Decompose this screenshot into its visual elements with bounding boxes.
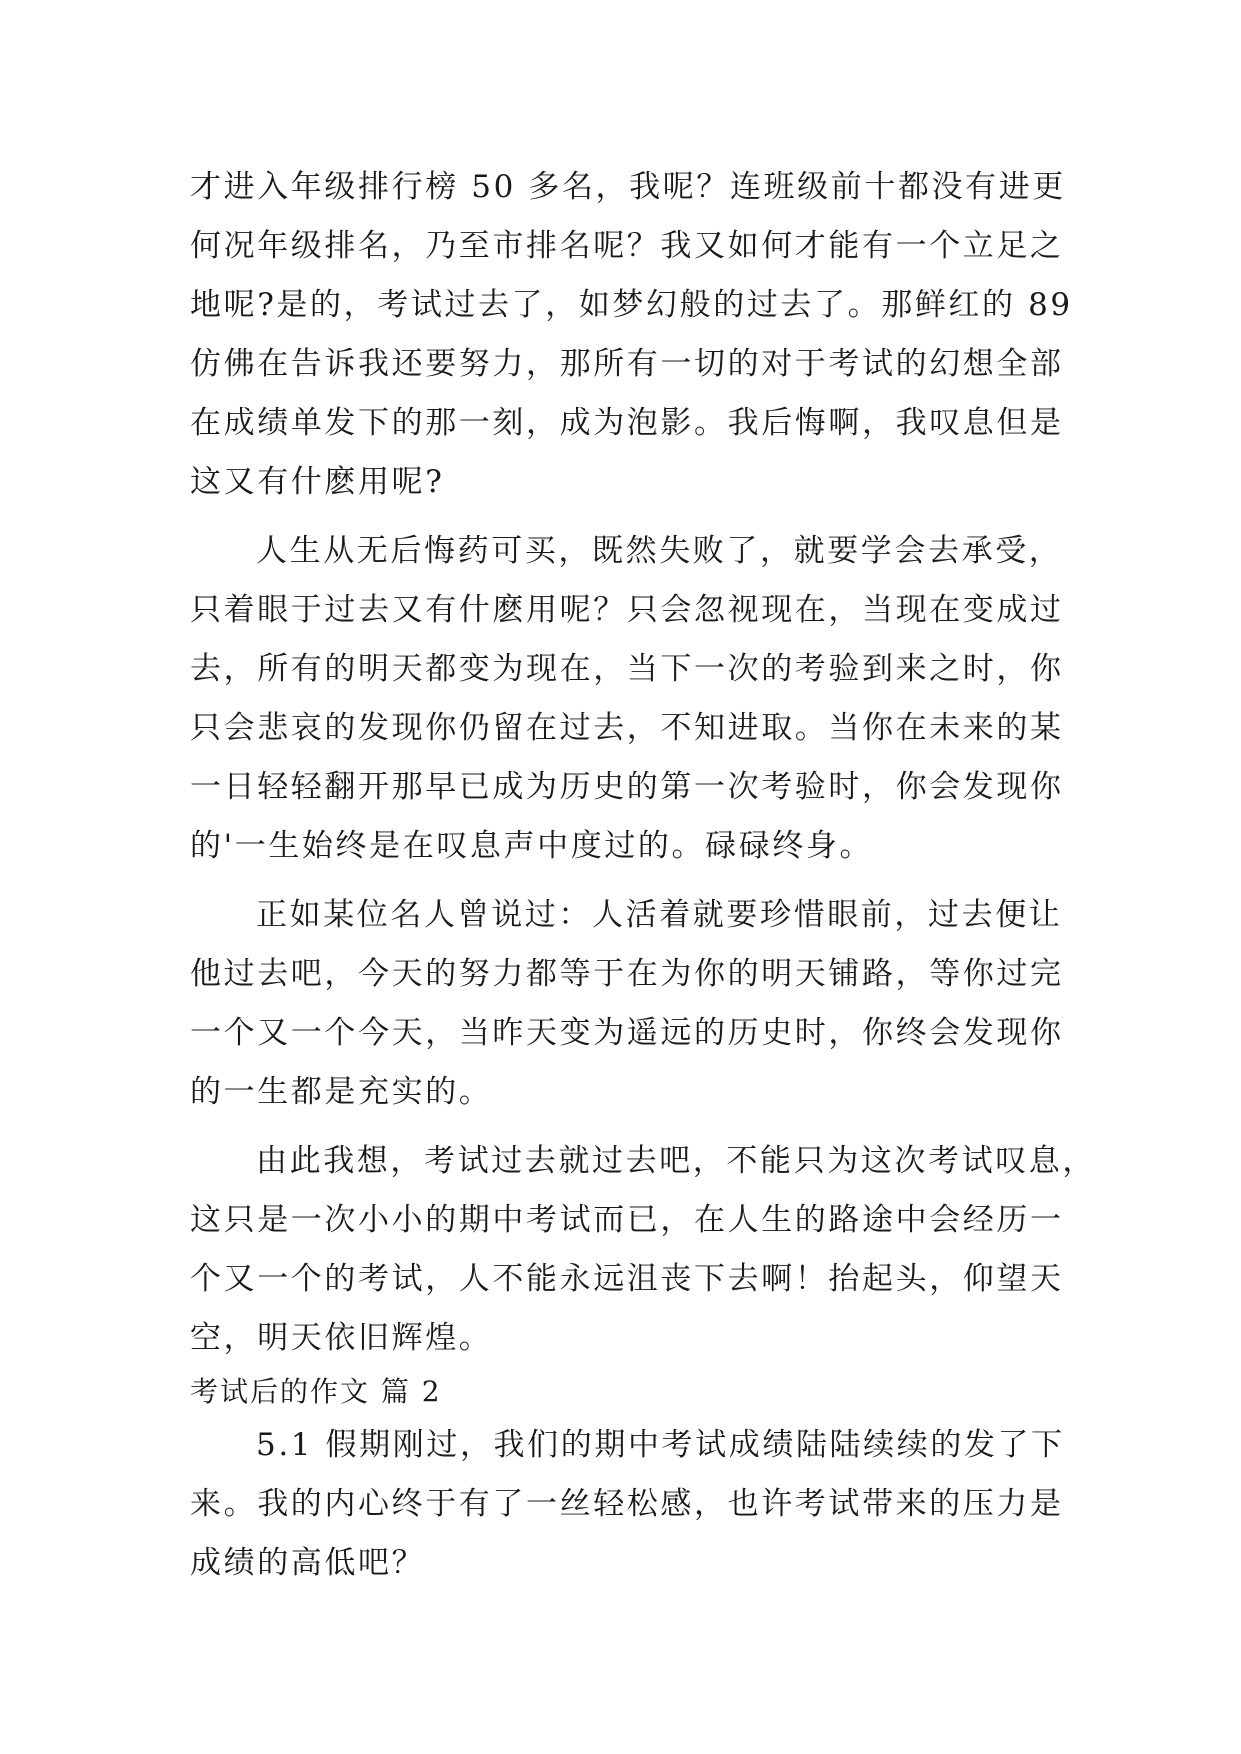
paragraph-line: 的一生都是充实的。: [190, 1074, 493, 1110]
paragraph-line: 个又一个的考试，人不能永远沮丧下去啊！抬起头，仰望天: [190, 1261, 1064, 1297]
paragraph-line: 成绩的高低吧？: [190, 1545, 426, 1581]
paragraph-line: 来。我的内心终于有了一丝轻松感，也许考试带来的压力是: [190, 1486, 1064, 1522]
paragraph-line: 他过去吧，今天的努力都等于在为你的明天铺路，等你过完: [190, 956, 1064, 992]
section-heading: 考试后的作文 篇 2: [190, 1375, 442, 1408]
paragraph-line: 只会悲哀的发现你仍留在过去，不知进取。当你在未来的某: [190, 710, 1064, 746]
paragraph-line: 正如某位名人曾说过：人活着就要珍惜眼前，过去便让: [256, 897, 1063, 933]
paragraph-line: 空，明天依旧辉煌。: [190, 1320, 493, 1356]
paragraph-5: [190, 1416, 1065, 1593]
paragraph-line: 一日轻轻翻开那早已成为历史的第一次考验时，你会发现你: [190, 769, 1064, 805]
paragraph-line: 才进入年级排行榜 50 多名，我呢？连班级前十都没有进更: [190, 169, 1066, 205]
paragraph-2: [190, 522, 1064, 876]
paragraph-line: 一个又一个今天，当昨天变为遥远的历史时，你终会发现你: [190, 1015, 1064, 1051]
paragraph-line: 5.1 假期刚过，我们的期中考试成绩陆陆续续的发了下: [256, 1427, 1065, 1463]
paragraph-line: 仿佛在告诉我还要努力，那所有一切的对于考试的幻想全部: [190, 346, 1064, 382]
paragraph-line: 人生从无后悔药可买，既然失败了，就要学会去承受，: [256, 533, 1063, 569]
paragraph-1: [190, 158, 1073, 512]
paragraph-line: 的'一生始终是在叹息声中度过的。碌碌终身。: [190, 828, 874, 864]
paragraph-line: 何况年级排名，乃至市排名呢？我又如何才能有一个立足之: [190, 228, 1064, 264]
paragraph-3: [190, 886, 1064, 1122]
essay-body: [190, 158, 1096, 1593]
paragraph-4: [190, 1132, 1096, 1368]
paragraph-line: 地呢?是的，考试过去了，如梦幻般的过去了。那鲜红的 89: [190, 287, 1073, 323]
paragraph-line: 在成绩单发下的那一刻，成为泡影。我后悔啊，我叹息但是: [190, 405, 1064, 441]
paragraph-line: 只着眼于过去又有什麽用呢？只会忽视现在，当现在变成过: [190, 592, 1064, 628]
paragraph-line: 这只是一次小小的期中考试而已，在人生的路途中会经历一: [190, 1202, 1064, 1238]
paragraph-line: 这又有什麽用呢?: [190, 464, 445, 500]
paragraph-line: 去，所有的明天都变为现在，当下一次的考验到来之时，你: [190, 651, 1064, 687]
paragraph-line: 由此我想，考试过去就过去吧，不能只为这次考试叹息，: [256, 1143, 1096, 1179]
